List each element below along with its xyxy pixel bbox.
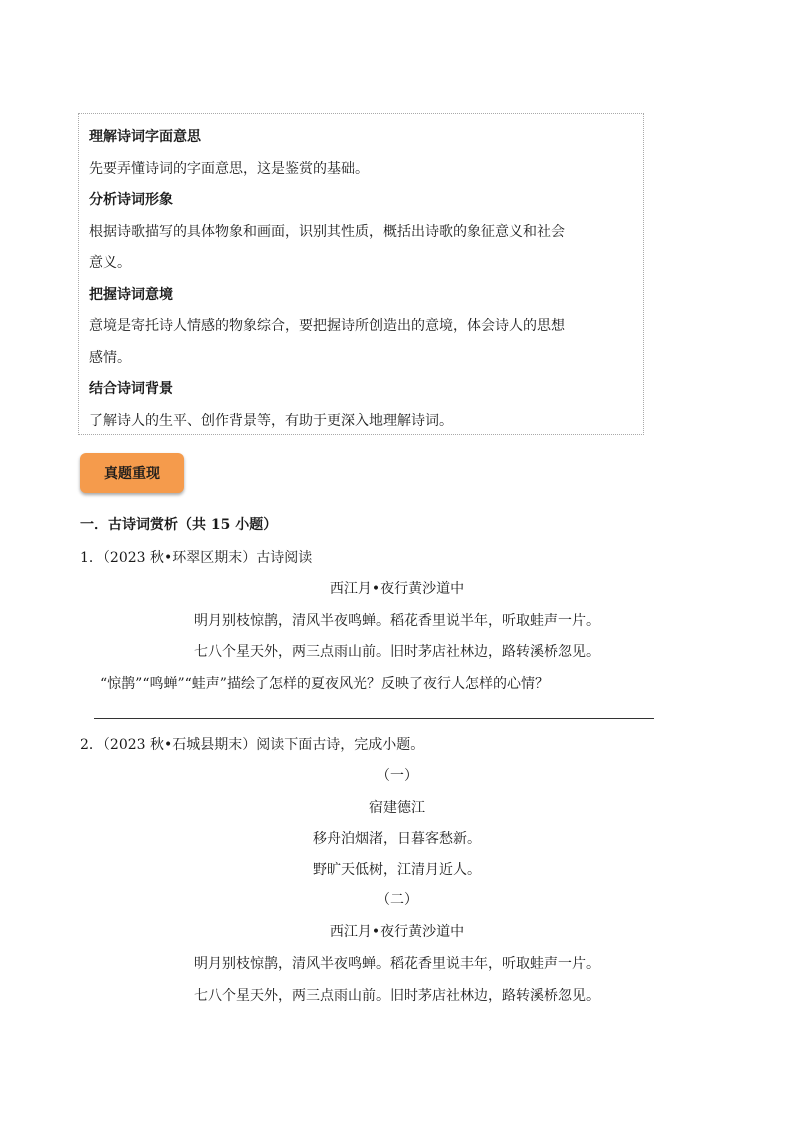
answer-blank-line[interactable] — [94, 718, 654, 719]
q2-poem2-line: 七八个星天外，两三点雨山前。旧时茅店社林边，路转溪桥忽见。 — [194, 988, 600, 1004]
q2-part-label: （一） — [376, 768, 418, 784]
q1-poem-title: 西江月•夜行黄沙道中 — [329, 581, 465, 597]
q1-poem-line: 七八个星天外，两三点雨山前。旧时茅店社林边，路转溪桥忽见。 — [194, 644, 600, 660]
tip-heading: 把握诗词意境 — [89, 286, 173, 303]
section-tag: 真题重现 — [80, 453, 184, 493]
tip-body-cont: 意义。 — [89, 255, 131, 271]
q1-stem: 1．（2023 秋•环翠区期末）古诗阅读 — [80, 550, 313, 566]
q1-question: “惊鹊”“鸣蝉”“蛙声”描绘了怎样的夏夜风光？反映了夜行人怎样的心情？ — [100, 676, 549, 692]
tip-heading: 结合诗词背景 — [89, 381, 173, 397]
tip-body: 根据诗歌描写的具体物象和画面，识别其性质，概括出诗歌的象征意义和社会 — [89, 223, 565, 240]
q2-part-label: （二） — [376, 892, 418, 908]
tip-body: 先要弄懂诗词的字面意思，这是鉴赏的基础。 — [89, 160, 369, 177]
tip-body-cont: 感情。 — [89, 349, 131, 366]
tip-body: 意境是寄托诗人情感的物象综合，要把握诗所创造出的意境，体会诗人的思想 — [89, 318, 565, 334]
tips-box — [78, 113, 644, 435]
q2-poem1-line: 移舟泊烟渚，日暮客愁新。 — [313, 831, 481, 847]
section-title: 一．古诗词赏析（共 15 小题） — [80, 517, 278, 533]
q2-poem1-title: 宿建德江 — [369, 800, 425, 816]
q2-poem2-title: 西江月•夜行黄沙道中 — [329, 924, 465, 940]
q2-poem2-line: 明月别枝惊鹊，清风半夜鸣蝉。稻花香里说丰年，听取蛙声一片。 — [194, 956, 600, 972]
tip-heading: 分析诗词形象 — [89, 192, 173, 208]
q2-poem1-line: 野旷天低树，江清月近人。 — [313, 862, 481, 878]
tip-heading: 理解诗词字面意思 — [89, 129, 201, 145]
q1-poem-line: 明月别枝惊鹊，清风半夜鸣蝉。稻花香里说半年，听取蛙声一片。 — [194, 613, 600, 629]
tip-body: 了解诗人的生平、创作背景等，有助于更深入地理解诗词。 — [89, 412, 453, 429]
q2-stem: 2．（2023 秋•石城县期末）阅读下面古诗，完成小题。 — [80, 737, 425, 753]
